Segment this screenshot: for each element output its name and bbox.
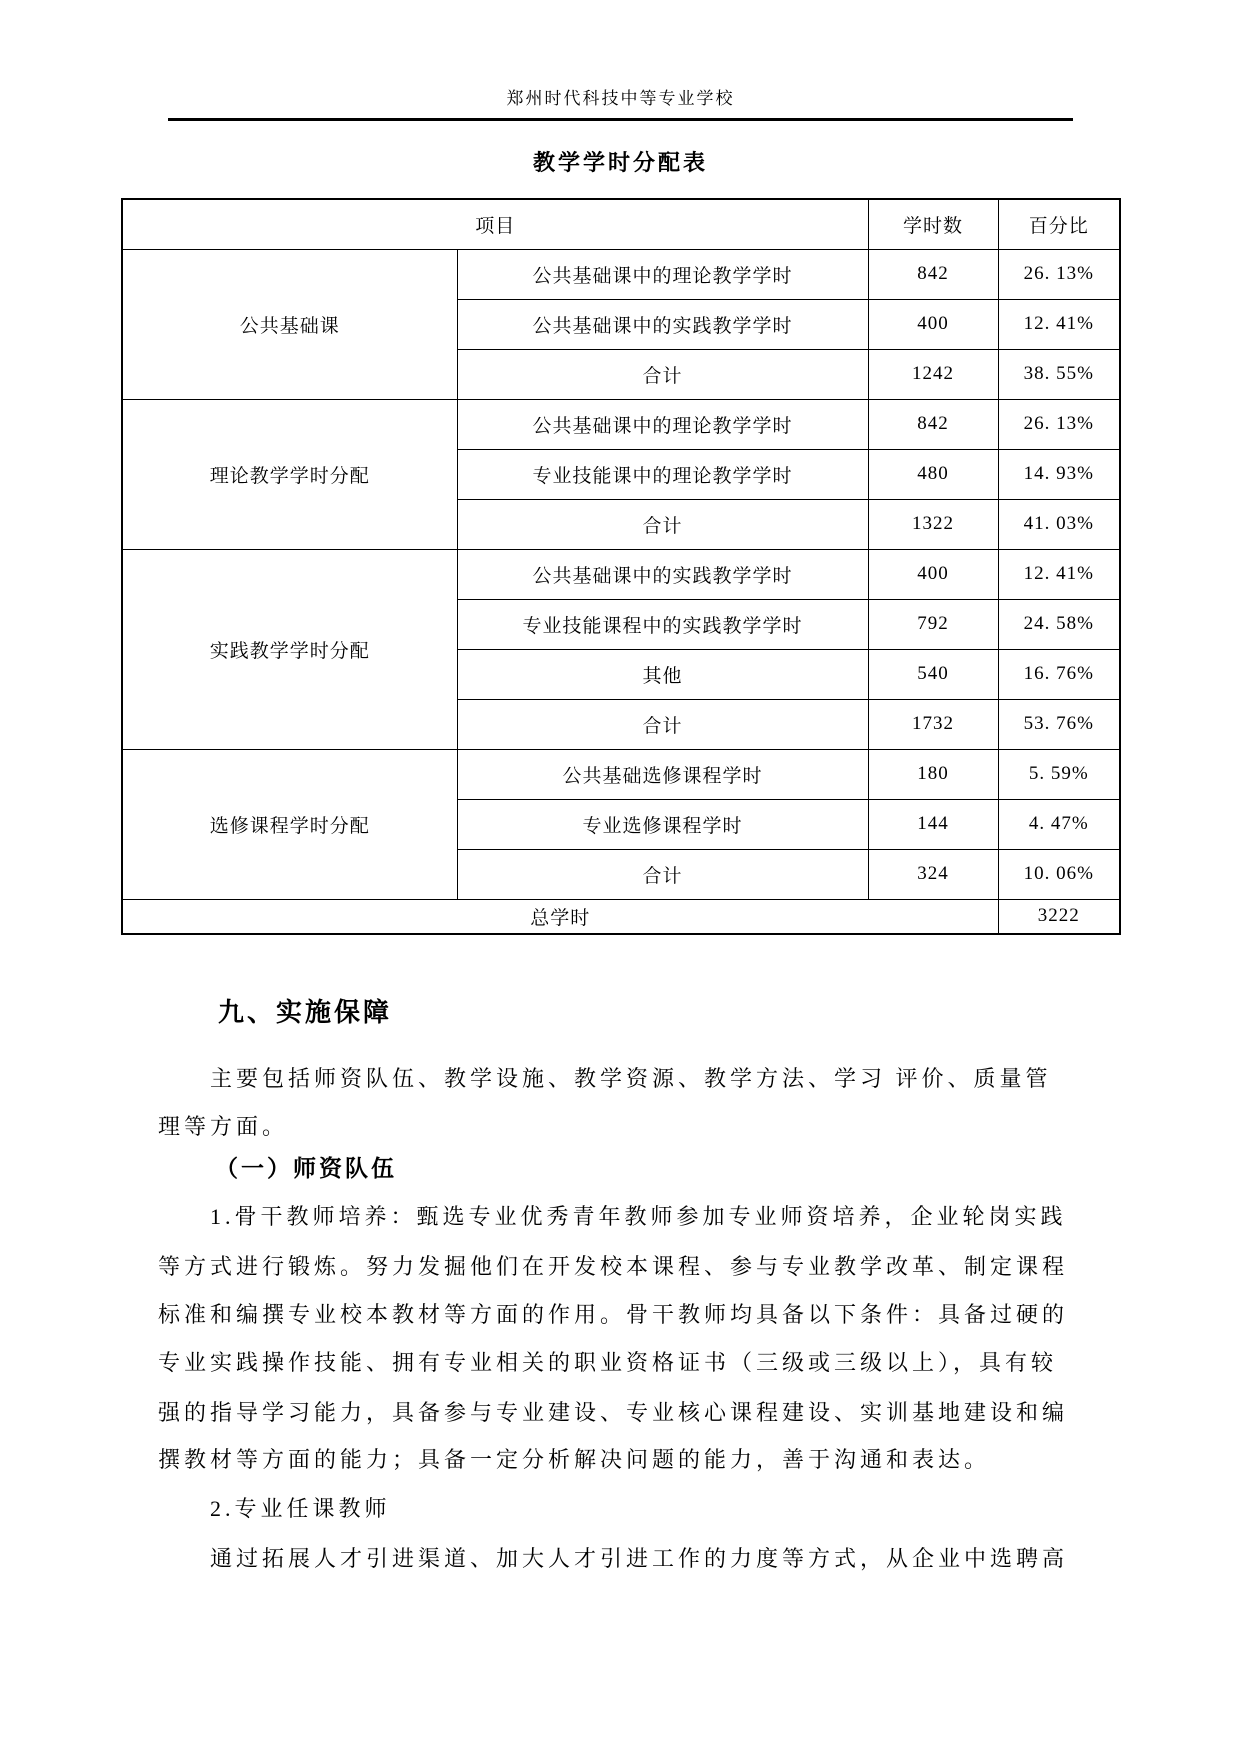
percent-cell: 41. 03% [998,499,1120,549]
hours-cell: 400 [868,299,998,349]
item-cell: 公共基础课中的理论教学学时 [457,249,868,299]
hours-cell: 1322 [868,499,998,549]
hours-cell: 144 [868,799,998,849]
item-cell: 公共基础选修课程学时 [457,749,868,799]
percent-cell: 53. 76% [998,699,1120,749]
paragraph-line: 标准和编撰专业校本教材等方面的作用。骨干教师均具备以下条件：具备过硬的 [158,1302,1069,1327]
hours-cell: 540 [868,649,998,699]
hours-cell: 480 [868,449,998,499]
paragraph-line: 主要包括师资队伍、教学设施、教学资源、教学方法、学习 评价、质量管 [210,1066,1052,1091]
item-cell: 专业选修课程学时 [457,799,868,849]
percent-cell: 12. 41% [998,549,1120,599]
table-row [122,549,1120,599]
percent-cell: 14. 93% [998,449,1120,499]
paragraph-line: 强的指导学习能力，具备参与专业建设、专业核心课程建设、实训基地建设和编 [158,1400,1069,1425]
item-cell: 合计 [457,699,868,749]
hours-cell: 792 [868,599,998,649]
percent-cell: 38. 55% [998,349,1120,399]
group-name-cell: 理论教学学时分配 [122,399,457,549]
paragraph-line: 撰教材等方面的能力；具备一定分析解决问题的能力，善于沟通和表达。 [158,1447,991,1472]
percent-cell: 10. 06% [998,849,1120,899]
paragraph-line: 2.专业任课教师 [210,1496,391,1521]
section-heading: 九、实施保障 [218,997,393,1027]
item-cell: 合计 [457,499,868,549]
item-cell: 专业技能课程中的实践教学学时 [457,599,868,649]
percent-cell: 4. 47% [998,799,1120,849]
item-cell: 其他 [457,649,868,699]
paragraph-line: 1.骨干教师培养：甄选专业优秀青年教师参加专业师资培养，企业轮岗实践 [210,1204,1067,1229]
hours-cell: 180 [868,749,998,799]
item-cell: 公共基础课中的实践教学学时 [457,299,868,349]
item-cell: 合计 [457,349,868,399]
item-cell: 合计 [457,849,868,899]
column-header-percent: 百分比 [998,199,1120,249]
paragraph-line: 通过拓展人才引进渠道、加大人才引进工作的力度等方式，从企业中选聘高 [210,1546,1069,1571]
table-row [122,399,1120,449]
hours-cell: 400 [868,549,998,599]
total-hours-cell: 3222 [998,899,1120,934]
percent-cell: 26. 13% [998,399,1120,449]
item-cell: 公共基础课中的实践教学学时 [457,549,868,599]
table-row [122,749,1120,799]
paragraph-line: 理等方面。 [158,1114,289,1139]
total-label-cell: 总学时 [122,899,998,934]
hours-cell: 842 [868,399,998,449]
column-header-item: 项目 [122,199,868,249]
teaching-hours-table [121,198,1121,935]
sub-section-heading: （一）师资队伍 [215,1155,397,1181]
percent-cell: 24. 58% [998,599,1120,649]
percent-cell: 26. 13% [998,249,1120,299]
hours-cell: 1242 [868,349,998,399]
group-name-cell: 选修课程学时分配 [122,749,457,899]
percent-cell: 5. 59% [998,749,1120,799]
paragraph-line: 专业实践操作技能、拥有专业相关的职业资格证书（三级或三级以上），具有较 [158,1350,1058,1375]
hours-cell: 324 [868,849,998,899]
paragraph-line: 等方式进行锻炼。努力发掘他们在开发校本课程、参与专业教学改革、制定课程 [158,1254,1069,1279]
table-title: 教学学时分配表 [532,150,708,175]
item-cell: 公共基础课中的理论教学学时 [457,399,868,449]
percent-cell: 16. 76% [998,649,1120,699]
group-name-cell: 实践教学学时分配 [122,549,457,749]
column-header-hours: 学时数 [868,199,998,249]
hours-cell: 842 [868,249,998,299]
item-cell: 专业技能课中的理论教学学时 [457,449,868,499]
hours-cell: 1732 [868,699,998,749]
page-header-school-name: 郑州时代科技中等专业学校 [506,89,735,108]
table-row [122,249,1120,299]
group-name-cell: 公共基础课 [122,249,457,399]
table-total-row [122,899,1120,934]
percent-cell: 12. 41% [998,299,1120,349]
header-divider-line [168,118,1073,121]
table-header-row [122,199,1120,249]
